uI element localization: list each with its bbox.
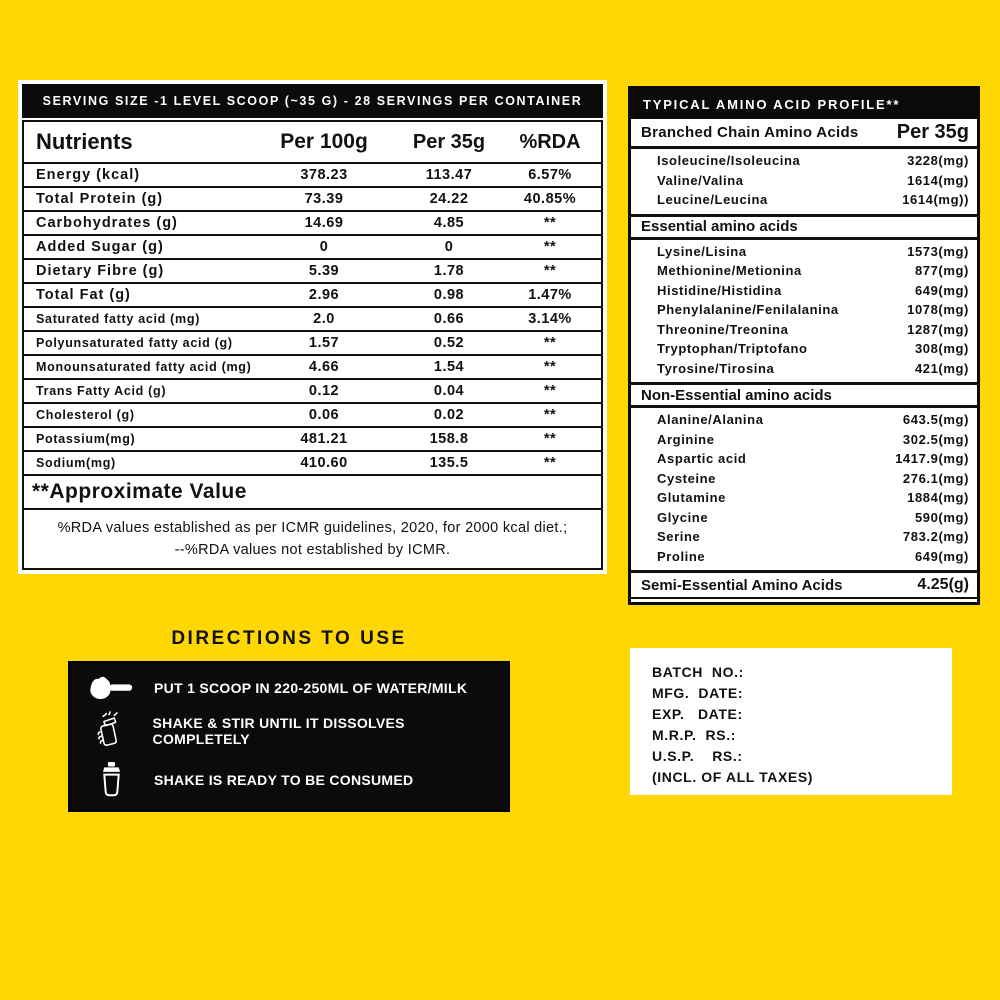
- shaker-bottle-icon: [80, 761, 142, 799]
- approximate-value-text: **Approximate Value: [32, 480, 247, 503]
- per-35g-value: 0.98: [433, 287, 465, 303]
- per-35g-value: 1.78: [433, 263, 465, 279]
- nutrient-label: Carbohydrates (g): [36, 215, 178, 231]
- amino-name: Isoleucine/Isoleucina: [657, 153, 801, 169]
- amino-value: 649(mg): [914, 548, 969, 564]
- table-row: [24, 354, 601, 378]
- per-100g-value: 0.06: [308, 407, 340, 423]
- rda-value: **: [543, 455, 557, 471]
- amino-value: 308(mg): [914, 341, 969, 357]
- list-item: [631, 281, 977, 301]
- directions-title: DIRECTIONS TO USE: [171, 628, 407, 649]
- nutrient-label: Sodium(mg): [36, 456, 116, 470]
- amino-name: Cysteine: [657, 470, 716, 486]
- table-row: [24, 234, 601, 258]
- amino-acid-profile-panel: [628, 86, 980, 605]
- list-item: [631, 449, 977, 469]
- table-row: [24, 378, 601, 402]
- nutrient-label: Total Fat (g): [36, 287, 131, 303]
- nutrients-table: [22, 120, 603, 570]
- amino-name: Tyrosine/Tirosina: [657, 360, 775, 376]
- rda-value: **: [543, 215, 557, 231]
- amino-name: Alanine/Alanina: [657, 412, 764, 428]
- rda-value: 3.14%: [528, 311, 572, 327]
- list-item: [631, 430, 977, 450]
- batch-info-line: BATCH NO.:: [652, 664, 744, 680]
- nutrient-label: Saturated fatty acid (mg): [36, 312, 201, 326]
- rda-value: **: [543, 239, 557, 255]
- per-100g-value: 4.66: [308, 359, 340, 375]
- serving-size-text: SERVING SIZE -1 LEVEL SCOOP (~35 G) - 28 SERVINGS PER CONTAINER: [42, 94, 583, 108]
- amino-value: 1614(mg): [907, 172, 969, 188]
- nutrient-label: Total Protein (g): [36, 191, 164, 207]
- directions-box: [68, 661, 510, 812]
- per-100g-value: 481.21: [300, 431, 348, 447]
- list-item: [631, 359, 977, 379]
- rda-value: **: [543, 359, 557, 375]
- list-item: [631, 300, 977, 320]
- per-100g-value: 2.0: [313, 311, 335, 327]
- amino-name: Threonine/Treonina: [657, 321, 789, 337]
- amino-name: Tryptophan/Triptofano: [657, 341, 808, 357]
- table-row: [24, 450, 601, 474]
- nutrient-label: Cholesterol (g): [36, 408, 135, 422]
- per-100g-value: 1.57: [308, 335, 340, 351]
- amino-profile-title-bar: [631, 89, 977, 119]
- per-35g-value: 158.8: [429, 431, 469, 447]
- scoop-icon: [80, 674, 142, 702]
- per-100g-value: 2.96: [308, 287, 340, 303]
- semi-essential-label: Semi-Essential Amino Acids: [641, 576, 843, 594]
- nutrient-label: Dietary Fibre (g): [36, 263, 165, 279]
- nutrient-label: Monounsaturated fatty acid (mg): [36, 360, 252, 374]
- rda-footnote-line2: --%RDA values not established by ICMR.: [174, 542, 451, 558]
- direction-step-3: [80, 761, 498, 799]
- per-35g-value: 0.66: [433, 311, 465, 327]
- list-item: [631, 151, 977, 171]
- list-item: [631, 469, 977, 489]
- list-item: [631, 410, 977, 430]
- column-header-per-35g: Per 35g: [412, 130, 486, 153]
- table-row: [24, 210, 601, 234]
- batch-info-line: U.S.P. RS.:: [652, 748, 743, 764]
- amino-value: 1573(mg): [907, 243, 969, 259]
- direction-step-2-text: SHAKE & STIR UNTIL IT DISSOLVES COMPLETELY: [152, 715, 405, 748]
- per-35g-value: 0.04: [433, 383, 465, 399]
- table-row: [24, 186, 601, 210]
- amino-name: Glycine: [657, 509, 709, 525]
- amino-name: Histidine/Histidina: [657, 282, 782, 298]
- rda-footnote: [24, 508, 601, 568]
- semi-essential-row: [631, 570, 977, 599]
- rda-value: 1.47%: [528, 287, 572, 303]
- per-35g-value: 0.02: [433, 407, 465, 423]
- batch-info-box: [630, 648, 952, 795]
- direction-step-2: [80, 711, 498, 751]
- list-item: [631, 320, 977, 340]
- rda-footnote-line1: %RDA values established as per ICMR guidelines, 2020, for 2000 kcal diet.;: [57, 519, 568, 536]
- amino-value: 1078(mg): [907, 302, 969, 318]
- batch-info-line: MFG. DATE:: [652, 685, 744, 701]
- amino-value: 421(mg): [914, 360, 969, 376]
- list-item: [631, 547, 977, 567]
- per-100g-value: 5.39: [308, 263, 340, 279]
- amino-name: Lysine/Lisina: [657, 243, 747, 259]
- nutrient-label: Potassium(mg): [36, 432, 136, 446]
- list-item: [631, 488, 977, 508]
- per-35g-column-label: Per 35g: [896, 121, 969, 143]
- direction-step-1-text: PUT 1 SCOOP IN 220-250ML OF WATER/MILK: [154, 679, 468, 696]
- bcaa-rows: [631, 149, 977, 214]
- per-100g-value: 0.12: [308, 383, 340, 399]
- amino-value: 1884(mg): [907, 490, 969, 506]
- approximate-value-note: [24, 474, 601, 508]
- amino-name: Phenylalanine/Fenilalanina: [657, 302, 839, 318]
- list-item: [631, 527, 977, 547]
- table-row: [24, 426, 601, 450]
- essential-section-header: [631, 214, 977, 240]
- amino-value: 649(mg): [914, 282, 969, 298]
- list-item: [631, 508, 977, 528]
- non-essential-section-header: [631, 382, 977, 408]
- amino-profile-title: TYPICAL AMINO ACID PROFILE**: [643, 96, 901, 112]
- amino-value: 783.2(mg): [902, 529, 969, 545]
- amino-name: Glutamine: [657, 490, 726, 506]
- per-35g-value: 24.22: [429, 191, 469, 207]
- list-item: [631, 242, 977, 262]
- essential-rows: [631, 240, 977, 383]
- bcaa-header-label: Branched Chain Amino Acids: [641, 124, 859, 141]
- bcaa-header-row: [631, 119, 977, 149]
- batch-info-line: M.R.P. RS.:: [652, 727, 736, 743]
- amino-value: 590(mg): [914, 509, 969, 525]
- semi-essential-value: 4.25(g): [917, 576, 969, 593]
- table-row: [24, 402, 601, 426]
- table-row: [24, 282, 601, 306]
- per-100g-value: 73.39: [304, 191, 344, 207]
- non-essential-section-label: Non-Essential amino acids: [641, 386, 832, 404]
- essential-section-label: Essential amino acids: [641, 218, 798, 235]
- amino-value: 1614(mg)): [902, 192, 969, 208]
- amino-value: 1417.9(mg): [895, 451, 969, 467]
- per-35g-value: 0.52: [433, 335, 465, 351]
- rda-value: 6.57%: [528, 167, 572, 183]
- per-100g-value: 0: [319, 239, 329, 255]
- per-35g-value: 135.5: [429, 455, 469, 471]
- rda-value: **: [543, 407, 557, 423]
- amino-value: 643.5(mg): [902, 412, 969, 428]
- rda-value: **: [543, 431, 557, 447]
- nutrient-label: Energy (kcal): [36, 167, 141, 183]
- nutrient-label: Added Sugar (g): [36, 239, 164, 255]
- list-item: [631, 190, 977, 210]
- rda-value: **: [543, 335, 557, 351]
- per-100g-value: 410.60: [300, 455, 348, 471]
- batch-info-line: EXP. DATE:: [652, 706, 743, 722]
- amino-name: Valine/Valina: [657, 172, 744, 188]
- per-100g-value: 14.69: [304, 215, 344, 231]
- per-35g-value: 0: [444, 239, 454, 255]
- nutrient-label: Trans Fatty Acid (g): [36, 384, 167, 398]
- rda-value: **: [543, 263, 557, 279]
- nutrition-facts-panel: [18, 80, 607, 574]
- amino-value: 276.1(mg): [902, 470, 969, 486]
- non-essential-rows: [631, 408, 977, 570]
- amino-name: Methionine/Metionina: [657, 263, 802, 279]
- amino-name: Leucine/Leucina: [657, 192, 768, 208]
- nutrient-label: Polyunsaturated fatty acid (g): [36, 336, 233, 350]
- direction-step-1: [80, 674, 498, 702]
- rda-value: 40.85%: [523, 191, 577, 207]
- amino-value: 302.5(mg): [902, 431, 969, 447]
- nutrients-table-header: [24, 122, 601, 162]
- amino-name: Proline: [657, 548, 706, 564]
- rda-value: **: [543, 383, 557, 399]
- table-row: [24, 306, 601, 330]
- per-35g-value: 4.85: [433, 215, 465, 231]
- serving-size-banner: [22, 84, 603, 118]
- table-row: [24, 258, 601, 282]
- direction-step-3-text: SHAKE IS READY TO BE CONSUMED: [154, 772, 414, 789]
- column-header-per-100g: Per 100g: [280, 130, 368, 153]
- list-item: [631, 261, 977, 281]
- column-header-rda: %RDA: [519, 130, 581, 153]
- table-row: [24, 162, 601, 186]
- column-header-nutrients: Nutrients: [36, 129, 133, 154]
- shake-hand-icon: [80, 711, 141, 751]
- list-item: [631, 339, 977, 359]
- per-35g-value: 113.47: [425, 167, 473, 183]
- amino-name: Serine: [657, 529, 701, 545]
- table-row: [24, 330, 601, 354]
- nutrients-rows: [24, 162, 601, 474]
- list-item: [631, 171, 977, 191]
- batch-info-line: (INCL. OF ALL TAXES): [652, 769, 814, 785]
- amino-value: 1287(mg): [907, 321, 969, 337]
- amino-name: Arginine: [657, 431, 715, 447]
- per-100g-value: 378.23: [300, 167, 348, 183]
- amino-value: 3228(mg): [907, 153, 969, 169]
- amino-name: Aspartic acid: [657, 451, 747, 467]
- per-35g-value: 1.54: [433, 359, 465, 375]
- amino-value: 877(mg): [914, 263, 969, 279]
